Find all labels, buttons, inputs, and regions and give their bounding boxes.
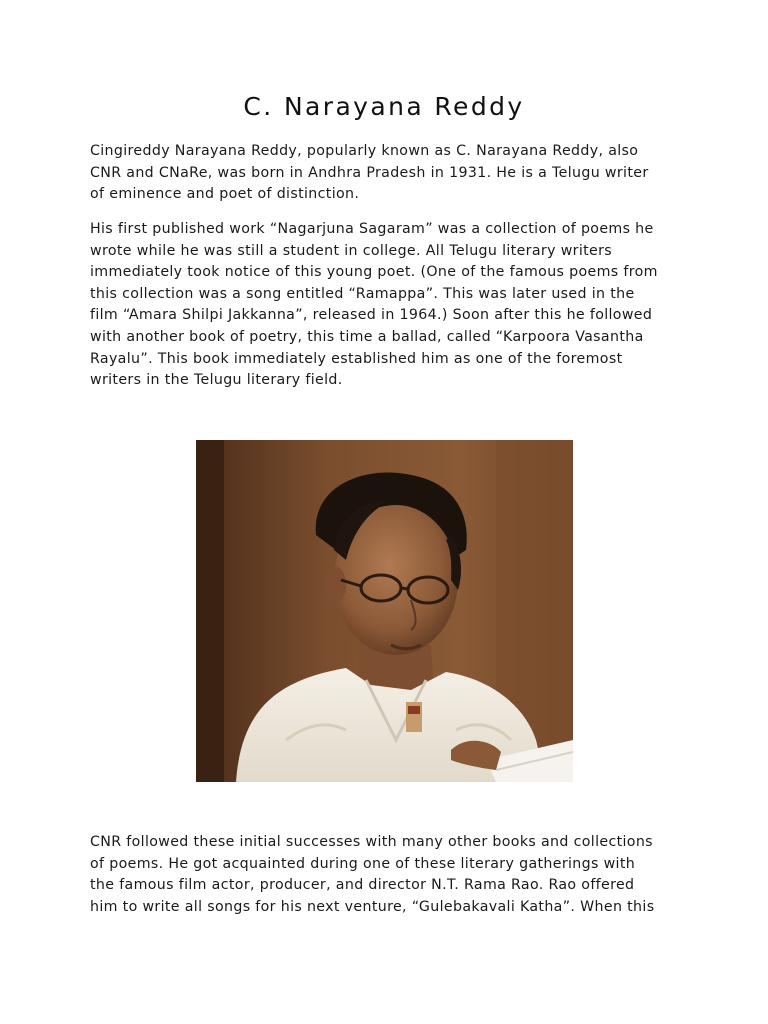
text-line: Rayalu”. This book immediately established him as one of the foremost bbox=[90, 350, 623, 367]
portrait-photo bbox=[196, 440, 573, 782]
text-line: immediately took notice of this young poet. (One of the famous poems from bbox=[90, 264, 658, 281]
paragraph-first-work bbox=[90, 219, 690, 392]
page-title: C. Narayana Reddy bbox=[243, 92, 525, 121]
paragraph-later-works bbox=[90, 832, 690, 918]
text-line: His first published work “Nagarjuna Sagaram” was a collection of poems he bbox=[90, 221, 654, 237]
text-line: of poems. He got acquainted during one of these literary gatherings with bbox=[90, 855, 636, 872]
text-line: the famous film actor, producer, and director N.T. Rama Rao. Rao offered bbox=[90, 877, 635, 894]
paragraph-intro bbox=[90, 141, 690, 206]
text-line: him to write all songs for his next venture, “Gulebakavali Katha”. When this bbox=[90, 898, 655, 915]
text-line: film “Amara Shilpi Jakkanna”, released in 1964.) Soon after this he followed bbox=[90, 307, 653, 324]
text-line: CNR followed these initial successes with many other books and collections bbox=[90, 834, 653, 850]
text-line: Cingireddy Narayana Reddy, popularly known as C. Narayana Reddy, also bbox=[90, 143, 639, 159]
text-line: with another book of poetry, this time a ballad, called “Karpoora Vasantha bbox=[90, 328, 644, 345]
text-line: this collection was a song entitled “Ramappa”. This was later used in the bbox=[90, 285, 635, 302]
text-line: CNR and CNaRe, was born in Andhra Pradesh in 1931. He is a Telugu writer bbox=[90, 164, 649, 181]
text-line: wrote while he was still a student in college. All Telugu literary writers bbox=[90, 242, 613, 259]
text-line: writers in the Telugu literary field. bbox=[90, 372, 343, 389]
text-line: of eminence and poet of distinction. bbox=[90, 186, 360, 203]
